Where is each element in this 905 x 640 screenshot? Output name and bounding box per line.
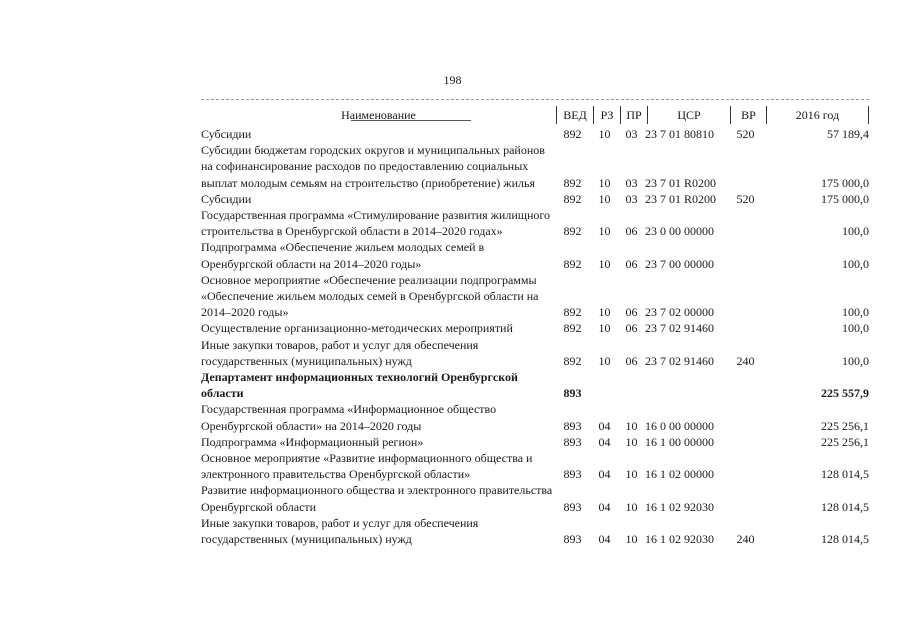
header-rz: РЗ xyxy=(593,106,620,124)
cell-vr xyxy=(728,450,763,482)
cell-vr xyxy=(728,482,763,514)
cell-name: Иные закупки товаров, работ и услуг для обеспечения государственных (муниципальных) нужд xyxy=(201,515,479,547)
budget-table-container xyxy=(201,99,869,547)
cell-sum: 128 014,5 xyxy=(821,532,869,547)
page-number: 198 xyxy=(443,73,462,87)
cell-rz xyxy=(591,369,618,401)
cell-rz: 04 xyxy=(598,467,611,482)
cell-sum: 225 256,1 xyxy=(821,434,869,449)
cell-rz: 10 xyxy=(598,175,611,190)
cell-sum: 175 000,0 xyxy=(821,175,869,190)
cell-sum: 128 014,5 xyxy=(821,467,869,482)
cell-name: Субсидии xyxy=(201,127,252,141)
cell-csr: 23 7 01 R0200 xyxy=(645,175,717,190)
cell-vr xyxy=(728,207,763,239)
cell-name: Осуществление организационно-методических мероприятий xyxy=(201,321,513,336)
cell-csr: 23 7 02 91460 xyxy=(645,321,714,336)
header-pr: ПР xyxy=(620,106,647,124)
cell-ved: 892 xyxy=(563,127,582,141)
cell-rz: 10 xyxy=(598,305,611,320)
cell-csr: 16 1 02 00000 xyxy=(645,467,714,482)
cell-sum: 100,0 xyxy=(842,321,869,336)
cell-ved: 893 xyxy=(563,467,582,482)
cell-csr xyxy=(645,369,728,401)
cell-csr: 23 7 01 80810 xyxy=(645,127,714,141)
table-row xyxy=(201,320,869,336)
cell-vr xyxy=(728,272,763,321)
cell-rz: 10 xyxy=(598,191,611,206)
cell-name: Государственная программа «Информационное общество Оренбургской области» на 2014–2020 годы xyxy=(201,402,497,433)
cell-sum: 100,0 xyxy=(842,256,869,271)
cell-ved: 892 xyxy=(563,191,582,206)
cell-csr: 16 1 02 92030 xyxy=(645,499,714,514)
header-ved: ВЕД xyxy=(556,106,593,124)
cell-ved: 893 xyxy=(563,532,582,547)
cell-sum: 175 000,0 xyxy=(821,191,869,206)
table-row xyxy=(201,337,869,369)
table-row xyxy=(201,450,869,482)
cell-pr: 10 xyxy=(625,467,638,482)
cell-ved: 893 xyxy=(563,418,582,433)
cell-pr: 10 xyxy=(625,532,638,547)
cell-csr: 23 7 02 91460 xyxy=(645,353,714,368)
cell-sum: 100,0 xyxy=(842,353,869,368)
cell-sum: 100,0 xyxy=(842,224,869,239)
cell-pr: 03 xyxy=(625,175,638,190)
cell-sum: 100,0 xyxy=(842,305,869,320)
cell-pr: 10 xyxy=(625,499,638,514)
cell-rz: 04 xyxy=(598,418,611,433)
cell-vr xyxy=(728,142,763,191)
cell-vr xyxy=(728,434,763,450)
cell-rz: 10 xyxy=(598,321,611,336)
table-row xyxy=(201,272,869,321)
cell-rz: 10 xyxy=(598,224,611,239)
cell-sum: 128 014,5 xyxy=(821,499,869,514)
cell-pr: 10 xyxy=(625,418,638,433)
cell-pr: 06 xyxy=(625,305,638,320)
header-csr: ЦСР xyxy=(647,106,730,124)
cell-sum: 225 557,9 xyxy=(821,386,869,401)
cell-rz: 04 xyxy=(598,434,611,449)
cell-ved: 892 xyxy=(563,353,582,368)
cell-ved: 892 xyxy=(563,175,582,190)
header-vr: ВР xyxy=(730,106,766,124)
cell-name: Субсидии бюджетам городских округов и муниципальных районов на софинансирование расходов по предоставлению социальных выплат молодым семьям на строительство (приобретение) жилья xyxy=(201,143,545,190)
cell-ved: 892 xyxy=(563,305,582,320)
cell-name: Развитие информационного общества и электронного правительства Оренбургской области xyxy=(201,483,553,514)
cell-csr: 16 1 00 00000 xyxy=(645,434,714,449)
cell-name: Подпрограмма «Обеспечение жильем молодых семей в Оренбургской области на 2014–2020 годы» xyxy=(201,240,485,271)
cell-vr: 520 xyxy=(736,191,755,206)
table-row xyxy=(201,207,869,239)
cell-vr: 240 xyxy=(736,532,755,547)
cell-ved: 892 xyxy=(563,256,582,271)
table-row xyxy=(201,515,869,547)
cell-pr: 10 xyxy=(625,434,638,449)
header-underline xyxy=(351,120,471,121)
cell-ved: 893 xyxy=(563,434,582,449)
cell-ved: 893 xyxy=(563,499,582,514)
cell-rz: 10 xyxy=(598,256,611,271)
cell-name: Департамент информационных технологий Оренбургской области xyxy=(201,370,518,401)
cell-pr: 06 xyxy=(625,321,638,336)
cell-ved: 893 xyxy=(563,386,582,401)
cell-csr: 16 0 00 00000 xyxy=(645,418,714,433)
cell-ved: 892 xyxy=(563,321,582,336)
cell-rz: 10 xyxy=(598,353,611,368)
budget-table xyxy=(201,126,869,547)
table-row xyxy=(201,142,869,191)
cell-name: Иные закупки товаров, работ и услуг для обеспечения государственных (муниципальных) нужд xyxy=(201,337,479,368)
cell-pr: 06 xyxy=(625,353,638,368)
cell-pr: 03 xyxy=(625,191,638,206)
header-name: Наименование xyxy=(341,108,416,122)
cell-name: Основное мероприятие «Обеспечение реализации подпрограммы «Обеспечение жильем молодых семей в Оренбургской области на 2014–2020 годы» xyxy=(201,272,539,320)
cell-rz: 04 xyxy=(598,532,611,547)
cell-vr: 520 xyxy=(736,127,755,141)
cell-sum: 225 256,1 xyxy=(821,418,869,433)
table-row xyxy=(201,126,869,142)
cell-pr: 03 xyxy=(625,127,638,141)
table-row xyxy=(201,482,869,514)
header-year: 2016 год xyxy=(766,106,869,124)
table-row xyxy=(201,369,869,401)
table-body xyxy=(201,126,869,547)
cell-vr xyxy=(728,369,763,401)
cell-vr xyxy=(728,239,763,271)
cell-name: Государственная программа «Стимулирование развития жилищного строительства в Оренбургской области в 2014–2020 годах» xyxy=(201,208,551,239)
cell-vr xyxy=(728,320,763,336)
table-row xyxy=(201,434,869,450)
cell-csr: 23 7 00 00000 xyxy=(645,256,714,271)
cell-rz: 10 xyxy=(598,127,611,141)
cell-vr xyxy=(728,401,763,433)
table-header xyxy=(201,99,869,126)
cell-csr: 23 0 00 00000 xyxy=(645,224,714,239)
table-row xyxy=(201,239,869,271)
cell-pr: 06 xyxy=(625,256,638,271)
cell-pr xyxy=(618,369,645,401)
cell-pr: 06 xyxy=(625,224,638,239)
cell-name: Субсидии xyxy=(201,191,252,206)
cell-name: Основное мероприятие «Развитие информационного общества и электронного правительства Оренбургской области» xyxy=(201,451,533,482)
cell-csr: 23 7 01 R0200 xyxy=(645,191,717,206)
table-row xyxy=(201,191,869,207)
cell-rz: 04 xyxy=(598,499,611,514)
cell-ved: 892 xyxy=(563,224,582,239)
cell-vr: 240 xyxy=(736,353,755,368)
cell-sum: 57 189,4 xyxy=(827,127,869,141)
cell-csr: 16 1 02 92030 xyxy=(645,532,714,547)
cell-csr: 23 7 02 00000 xyxy=(645,305,714,320)
cell-name: Подпрограмма «Информационный регион» xyxy=(201,434,424,449)
table-row xyxy=(201,401,869,433)
